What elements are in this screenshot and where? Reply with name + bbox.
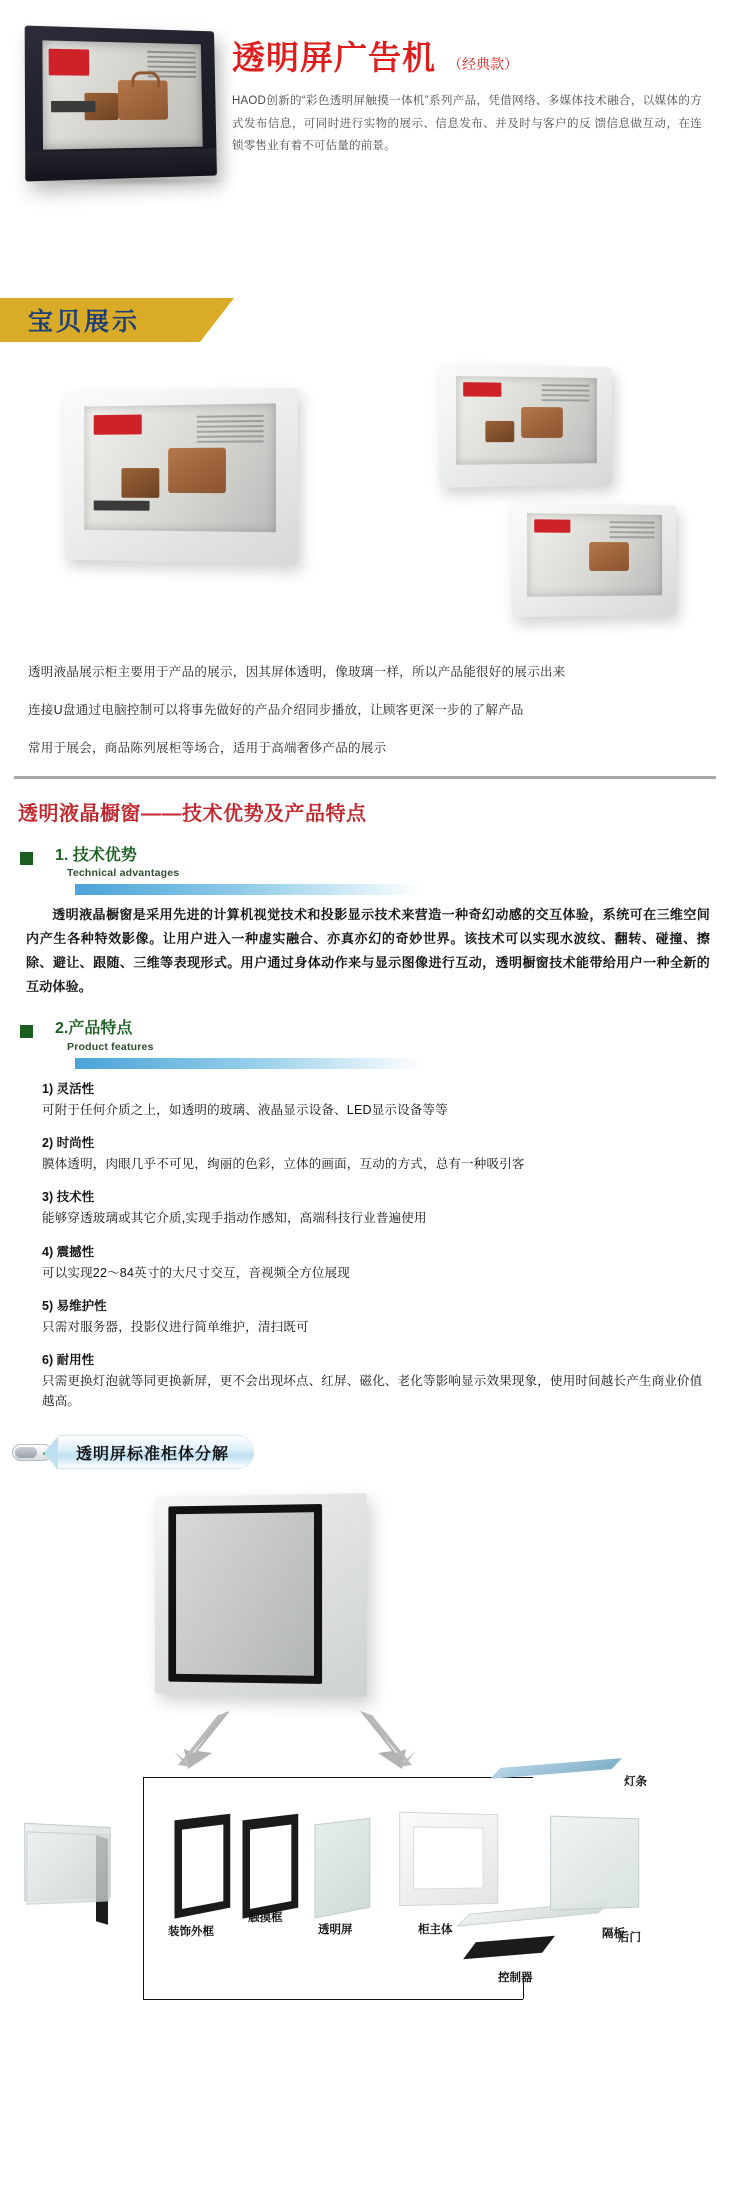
square-bullet-icon: [20, 852, 33, 865]
product-features-title: 2.产品特点: [55, 1020, 133, 1038]
showcase-banner: [0, 298, 200, 342]
showcase-image-top-right: [440, 364, 612, 487]
showcase-main-ad: [94, 415, 142, 435]
showcase-description-block: [0, 656, 730, 758]
hero-product-image: [25, 26, 217, 182]
part-label-light-strip: 灯条: [624, 1776, 647, 1789]
tech-advantages-title: 1. 技术优势: [55, 847, 137, 864]
showcase-main-glass: [84, 404, 275, 532]
feature-item: [42, 1296, 710, 1337]
square-bullet-icon: [20, 1025, 33, 1038]
hero-section: [0, 0, 730, 260]
feature-body: 可以实现22～84英寸的大尺寸交互，音视频全方位展现: [42, 1265, 351, 1280]
tech-advantages-accent-bar: [75, 884, 423, 895]
product-features-accent-bar: [75, 1058, 423, 1069]
part-label-cabinet-body: 柜主体: [418, 1924, 453, 1937]
showcase-main-bag-large: [168, 448, 226, 494]
part-label-touch-frame: 触摸框: [248, 1912, 283, 1925]
feature-body: 只需更换灯泡就等同更换新屏，更不会出现坏点、红屏、磁化、老化等影响显示效果现象，使用时间越长产生商业价值越高。: [42, 1374, 703, 1408]
part-label-controller: 控制器: [498, 1972, 533, 1985]
hero-shadow: [40, 176, 230, 186]
section-heading: 透明液晶橱窗——技术优势及产品特点: [18, 803, 367, 825]
screen-price-tag: [51, 101, 96, 112]
connector-line-left: [143, 1777, 144, 1999]
showcase-bottom-bag-large: [589, 542, 629, 571]
product-features-section: [0, 999, 730, 1068]
feature-item: [42, 1242, 710, 1283]
exploded-banner-label: 透明屏标准柜体分解: [76, 1445, 230, 1463]
arrow-left-icon: [168, 1709, 238, 1771]
feature-body: 能够穿透玻璃或其它介质,实现手指动作感知，高端科技行业普遍使用: [42, 1211, 427, 1226]
part-label-partition-board: 隔板: [602, 1928, 625, 1941]
part-back-door-panel: [550, 1816, 639, 1911]
showcase-bottom-glass: [527, 513, 662, 596]
part-label-transparent-screen: 透明屏: [318, 1924, 353, 1937]
feature-title: 6) 耐用性: [42, 1353, 95, 1368]
part-controller: [463, 1936, 555, 1959]
page-subtitle: （经典款）: [448, 56, 518, 72]
showcase-main-bag-small: [121, 468, 159, 498]
cabinet-transparent-pane: [176, 1512, 314, 1676]
part-cabinet-body-opening: [413, 1827, 483, 1890]
showcase-top-bag-small: [485, 421, 514, 442]
screen-bag-large: [118, 80, 168, 120]
hero-text-block: [232, 40, 702, 158]
connector-line-top: [143, 1777, 533, 1778]
part-light-strip: [490, 1758, 622, 1779]
feature-body: 膜体透明，肉眼几乎不可见，绚丽的色彩，立体的画面，互动的方式，总有一种吸引客: [42, 1156, 525, 1171]
part-touch-frame-a-window: [182, 1825, 223, 1909]
showcase-desc-line: 常用于展会，商品陈列展柜等场合，适用于高端奢侈产品的展示: [28, 741, 387, 755]
page-title: 透明屏广告机: [232, 39, 436, 76]
assembled-cabinet-image: [155, 1493, 367, 1697]
showcase-top-ad: [463, 382, 501, 397]
feature-body: 只需对服务器，投影仪进行简单维护，清扫既可: [42, 1320, 309, 1335]
exploded-banner-wrap: [0, 1435, 730, 1469]
feature-title: 3) 技术性: [42, 1190, 95, 1205]
exploded-diagram: [0, 1477, 730, 2037]
showcase-main-price: [94, 500, 150, 510]
part-label-back-door: 后门: [618, 1932, 641, 1945]
showcase-image-bottom-right: [512, 503, 676, 618]
feature-title: 5) 易维护性: [42, 1299, 107, 1314]
tech-advantages-body: [0, 895, 730, 999]
feature-title: 1) 灵活性: [42, 1081, 95, 1096]
feature-list: [0, 1069, 730, 1412]
part-touch-frame-b-window: [250, 1825, 291, 1909]
showcase-banner-label: 宝贝展示: [28, 308, 141, 336]
part-decor-frame: [26, 1831, 109, 1905]
part-label-decor-outer-frame: 装饰外框: [168, 1926, 214, 1939]
hero-screen-content: [42, 40, 202, 149]
product-features-subtitle: Product features: [67, 1040, 154, 1053]
feature-item: [42, 1350, 710, 1411]
showcase-desc-line: 透明液晶展示柜主要用于产品的展示，因其屏体透明，像玻璃一样，所以产品能很好的展示出来: [28, 665, 566, 679]
tech-advantages-subtitle: Technical advantages: [67, 867, 180, 880]
connector-line-bottom: [143, 1999, 523, 2000]
showcase-top-glass: [456, 376, 597, 466]
showcase-top-bag-large: [521, 407, 563, 439]
feature-item: [42, 1079, 710, 1120]
hero-description: HAOD创新的“彩色透明屏触摸一体机”系列产品，凭借网络、多媒体技术融合，以媒体的方式发布信息，可同时进行实物的展示、信息发布、并及时与客户的反 馈信息做互动，在连锁零售业有着不可估量的前景。: [232, 95, 702, 153]
showcase-image-main: [64, 388, 297, 565]
arrow-right-icon: [352, 1709, 422, 1771]
feature-item: [42, 1133, 710, 1174]
feature-title: 4) 震撼性: [42, 1244, 95, 1259]
tech-advantages-section: [0, 826, 730, 895]
feature-body: 可附于任何介质之上，如透明的玻璃、液晶显示设备、LED显示设备等等: [42, 1102, 448, 1117]
showcase-gallery: [0, 356, 730, 656]
tech-advantages-body-text: 透明液晶橱窗是采用先进的计算机视觉技术和投影显示技术来营造一种奇幻动感的交互体验，系统可在三维空间内产生各种特效影像。让用户进入一种虚实融合、亦真亦幻的奇妙世界。该技术可以实现水波纹、翻转、碰撞、擦除、避让、跟随、三维等表现形式。用户通过身体动作来与显示图像进行互动，透明橱窗技术能带给用户一种全新的互动体验。: [26, 907, 710, 995]
feature-title: 2) 时尚性: [42, 1135, 95, 1150]
feature-item: [42, 1187, 710, 1228]
exploded-banner: [58, 1435, 254, 1469]
screen-ad-card: [49, 49, 90, 76]
showcase-bottom-ad: [534, 519, 570, 533]
part-transparent-screen: [314, 1818, 370, 1919]
showcase-desc-line: 连接U盘通过电脑控制可以将事先做好的产品介绍同步播放，让顾客更深一步的了解产品: [28, 703, 524, 717]
